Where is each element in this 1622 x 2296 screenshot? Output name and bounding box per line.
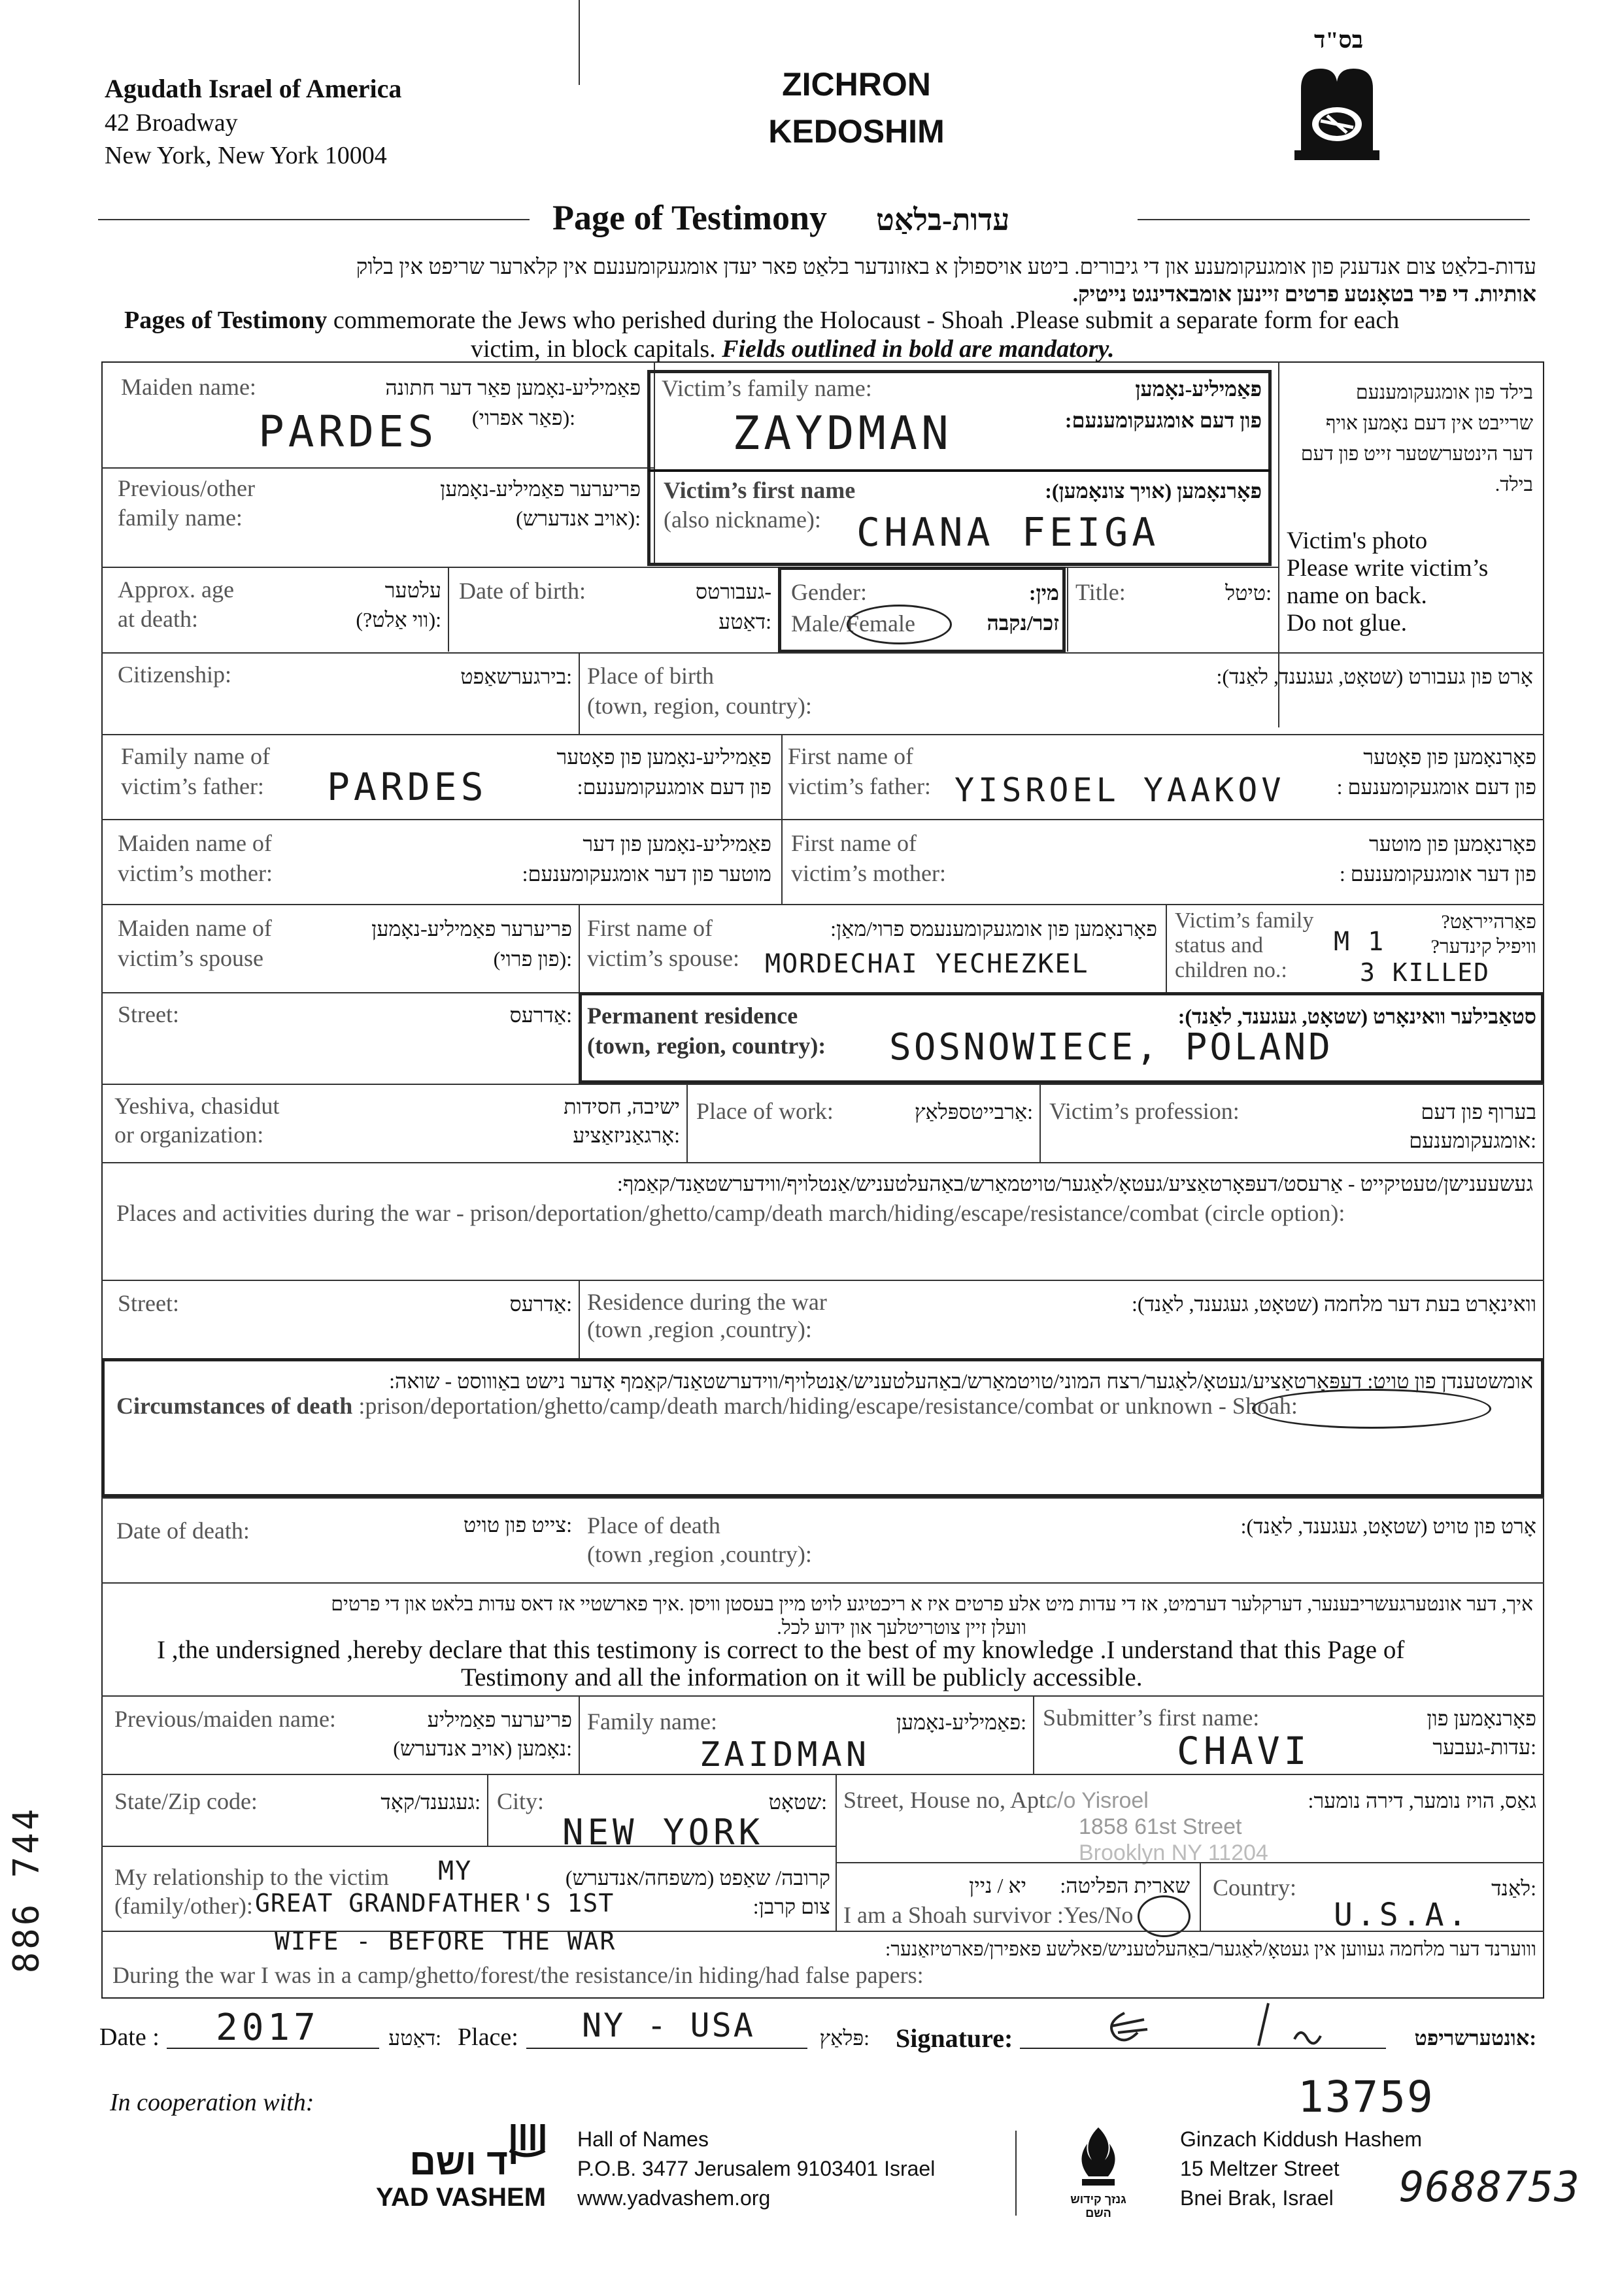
- family-status-label1: Victim’s family: [1175, 908, 1314, 933]
- mother-first-yiddish2: פון דער אומגעקומענעם :: [1339, 862, 1536, 886]
- workplace-yiddish: :אַרבייטספּלאַץ: [914, 1100, 1033, 1123]
- intro-rest: commemorate the Jews who perished during the Holocaust - Shoah .Please submit a separate form for each: [327, 307, 1400, 334]
- first-name-yiddish: פאָרנאָמען (אויך צונאָמען):: [1045, 479, 1262, 503]
- family-status-label3: children no.:: [1175, 958, 1287, 982]
- country-label: Country:: [1213, 1874, 1297, 1901]
- address-stamp-line1: c/o Yisroel: [1046, 1788, 1149, 1813]
- during-war-label: During the war I was in a camp/ghetto/forest/the resistance/in hiding/had false papers:: [112, 1962, 924, 1988]
- profession-yiddish1: בערוף פון דעם: [1421, 1100, 1536, 1123]
- father-first-label2: victim’s father:: [788, 773, 931, 799]
- dob-yiddish1: -געבורטס: [695, 580, 771, 603]
- mother-maiden-yiddish1: פאַמיליע-נאָמען פון דער: [583, 832, 771, 856]
- family-status-label2: status and: [1175, 933, 1264, 957]
- yeshiva-label1: Yeshiva, chasidut: [114, 1093, 280, 1119]
- unknown-circle-mark: [1252, 1389, 1491, 1429]
- gender-options[interactable]: Male/Female: [791, 610, 915, 637]
- war-residence-yiddish: וואינאָרט בעת דער מלחמה (שטאָט, געגענד, לאַנד):: [1132, 1292, 1536, 1316]
- signature-yiddish: :אונטערשריפט: [1414, 2026, 1536, 2050]
- maiden-name-value[interactable]: PARDES: [258, 407, 438, 457]
- hall-of-names-website: www.yadvashem.org: [577, 2186, 771, 2210]
- street-house-yiddish: גאַס, הויז נומער, דירה נומער:: [1308, 1789, 1536, 1812]
- title-yiddish: :טיטל: [1225, 581, 1272, 605]
- relationship-label1: My relationship to the victim: [114, 1864, 389, 1890]
- photo-eng1: Victim's photo: [1287, 527, 1428, 554]
- submitter-family-name-label: Family name:: [587, 1708, 717, 1735]
- place-value[interactable]: NY - USA: [582, 2006, 755, 2044]
- city-value[interactable]: NEW YORK: [562, 1812, 764, 1853]
- relationship-value3[interactable]: WIFE - BEFORE THE WAR: [275, 1927, 617, 1955]
- address-stamp-line3: Brooklyn NY 11204: [1079, 1840, 1268, 1865]
- family-status-yiddish1: פאַרהייראַט?: [1441, 911, 1536, 933]
- family-status-value1[interactable]: M 1: [1334, 927, 1385, 957]
- handwritten-number-bottom-right: 9688753: [1399, 2163, 1580, 2212]
- survivor-yiddish2: יא / ניין: [969, 1874, 1026, 1897]
- war-residence-label1: Residence during the war: [587, 1289, 827, 1315]
- submitter-family-name-value[interactable]: ZAIDMAN: [700, 1735, 871, 1774]
- father-family-label1: Family name of: [121, 743, 270, 769]
- father-family-yiddish2: פון דעם אומגעקומענעם:: [577, 775, 771, 799]
- hall-of-names-title: Hall of Names: [577, 2127, 709, 2151]
- gender-yiddish1: מין:: [1028, 581, 1059, 605]
- father-family-value[interactable]: PARDES: [327, 765, 488, 809]
- ginzach-street: 15 Meltzer Street: [1180, 2157, 1340, 2180]
- dob-yiddish2: :דאַטע: [718, 610, 771, 633]
- spouse-maiden-yiddish2: :(פון פרוי): [493, 947, 572, 971]
- previous-name-label1: Previous/other: [118, 475, 255, 501]
- street-yiddish: :אַדרעס: [509, 1003, 572, 1027]
- survivor-label[interactable]: I am a Shoah survivor :Yes/No: [843, 1902, 1134, 1928]
- citizenship-yiddish: :בירגערשאַפט: [460, 665, 572, 688]
- bsd-mark: בס"ד: [1314, 27, 1364, 53]
- country-yiddish: :לאַנד: [1491, 1876, 1536, 1900]
- circumstances-label-bold: Circumstances of death: [116, 1393, 353, 1419]
- org-address-line2: New York, New York 10004: [105, 142, 387, 169]
- intro-mandatory: Fields outlined in bold are mandatory.: [722, 335, 1115, 363]
- place-label: Place:: [458, 2023, 518, 2051]
- war-street-label: Street:: [118, 1290, 179, 1316]
- photo-yiddish4: בילד.: [1495, 474, 1533, 495]
- profession-yiddish2: :אומגעקומענעם: [1409, 1129, 1536, 1152]
- declaration-yiddish2: וועלן זיין צוטריטלעך און ידוע לכל.: [777, 1617, 1026, 1639]
- photo-yiddish3: דער הינטערשטער זייט פון דעם: [1300, 443, 1533, 465]
- father-first-label1: First name of: [788, 743, 913, 769]
- submitter-first-name-label: Submitter’s first name:: [1043, 1705, 1260, 1731]
- first-name-label1: Victim’s first name: [664, 477, 856, 503]
- ginzach-city: Bnei Brak, Israel: [1180, 2186, 1334, 2210]
- form-title-yiddish: עדות-בלאַט: [876, 203, 1010, 237]
- mother-first-label2: victim’s mother:: [791, 860, 946, 886]
- during-war-yiddish: וווערנד דער מלחמה געווען אין געטאָ/לאַגער/באַהעלטעניש/פאלשע פאפירן/פארטיזאַנער:: [885, 1938, 1536, 1960]
- family-status-value2[interactable]: 3 KILLED: [1360, 958, 1491, 987]
- war-street-yiddish: :אַדרעס: [509, 1292, 572, 1316]
- death-date-label: Date of death:: [116, 1518, 250, 1544]
- declaration-english2: Testimony and all the information on it will be publicly accessible.: [461, 1663, 1143, 1691]
- gender-label: Gender:: [791, 579, 867, 605]
- father-family-label2: victim’s father:: [121, 773, 264, 799]
- date-value[interactable]: 2017: [216, 2006, 320, 2049]
- photo-yiddish1: בילד פון אומגעקומענעם: [1355, 382, 1533, 403]
- yeshiva-yiddish1: ישיבה, חסידות: [564, 1095, 680, 1118]
- spouse-first-value[interactable]: MORDECHAI YECHEZKEL: [765, 949, 1089, 979]
- place-yiddish: :פּלאַץ: [819, 2026, 870, 2050]
- permanent-residence-label1: Permanent residence: [587, 1003, 798, 1029]
- relationship-value1[interactable]: MY: [438, 1856, 473, 1886]
- dob-label: Date of birth:: [459, 578, 586, 604]
- birthplace-label1: Place of birth: [587, 663, 714, 689]
- date-yiddish: :דאַטע: [388, 2026, 441, 2050]
- hall-of-names-address: P.O.B. 3477 Jerusalem 9103401 Israel: [577, 2157, 936, 2180]
- mother-first-yiddish1: פאָרנאָמען פון מוטער: [1369, 832, 1536, 856]
- yiddish-intro-line1: עדות-בלאַט צום אנדענק פון אומגעקומענע און די גיבורים. ביטע אויספולן א באזונדער בלאַט פאר יעדן אומגעקומענעם אין קלארער שריפט אין בלוק: [356, 256, 1536, 279]
- yad-vashem-hebrew: יד ושם: [409, 2141, 519, 2182]
- submitter-prev-name-yiddish1: פריערער פאַמיליע: [427, 1708, 572, 1731]
- org-address-line1: 42 Broadway: [105, 109, 238, 137]
- maiden-name-yiddish2: :(פאַר אפרוי): [471, 406, 575, 429]
- father-first-yiddish2: פון דעם אומגעקומענעם :: [1336, 775, 1536, 799]
- mother-maiden-label1: Maiden name of: [118, 830, 272, 856]
- circumstances-label: [116, 1392, 1298, 1420]
- relationship-value2[interactable]: GREAT GRANDFATHER'S 1ST: [255, 1889, 615, 1918]
- city-label: City:: [497, 1788, 545, 1814]
- intro-english-line1: [124, 306, 1399, 335]
- photo-eng4: Do not glue.: [1287, 610, 1407, 637]
- age-label1: Approx. age: [118, 576, 234, 603]
- previous-name-yiddish1: פריערער פאַמיליע-נאָמען: [440, 477, 641, 501]
- photo-eng3: name on back.: [1287, 582, 1427, 609]
- first-name-value[interactable]: CHANA FEIGA: [856, 510, 1160, 556]
- maiden-name-yiddish1: פאַמיליע-נאָמען פאַר דער חתונה: [385, 376, 641, 399]
- signature-label: Signature:: [896, 2023, 1013, 2053]
- father-first-value[interactable]: YISROEL YAAKOV: [955, 771, 1285, 809]
- workplace-label: Place of work:: [696, 1098, 834, 1124]
- country-value[interactable]: U.S.A.: [1334, 1897, 1471, 1933]
- survivor-yiddish1: שארית הפליטה:: [1060, 1874, 1190, 1897]
- age-yiddish2: :(ווי אַלט?): [356, 608, 441, 631]
- war-activities-yiddish: געשעענישן/טעטיקייט - אַרעסט/דעפּאָרטאַציע/געטאָ/לאַגער/טויטמאַרש/באַהעלטעניש/אַנטלויף/ווידערשטאַנד/קאַמף:: [617, 1172, 1533, 1195]
- intro-line2: victim, in block capitals.: [471, 335, 722, 363]
- previous-name-label2: family name:: [118, 505, 243, 531]
- intro-english-line2: [471, 335, 1114, 363]
- ginzach-logo-text: גנזך קידוש השם: [1070, 2193, 1126, 2220]
- permanent-residence-value[interactable]: SOSNOWIECE, POLAND: [889, 1026, 1333, 1069]
- ginzach-flame-logo-icon: [1069, 2124, 1128, 2189]
- first-name-label2: (also nickname):: [664, 507, 821, 533]
- birthplace-label2: (town, region, country):: [587, 693, 812, 719]
- circumstances-yiddish: אומשטענדן פון טויט: דעפּאָרטאַציע/געטאָ/לאַגער/רצח המוני/טויטמאַרש/באַהעלטעניש/אַנטלויף/ווידערשטאַנד/קאַמף אָדער נישט באַוווסט - שואה:: [389, 1369, 1533, 1393]
- profession-label: Victim’s profession:: [1049, 1098, 1240, 1124]
- yeshiva-label2: or organization:: [114, 1122, 264, 1148]
- maiden-name-label: Maiden name:: [121, 374, 256, 400]
- spouse-maiden-yiddish1: פריערער פאַמיליע-נאָמען: [371, 917, 572, 940]
- form-title: Page of Testimony: [552, 198, 828, 237]
- family-name-label: Victim’s family name:: [662, 375, 872, 401]
- submitter-prev-name-label: Previous/maiden name:: [114, 1706, 336, 1732]
- title-label: Title:: [1075, 579, 1126, 605]
- age-label2: at death:: [118, 606, 198, 632]
- relationship-yiddish2: צום קרבן:: [752, 1895, 830, 1918]
- birthplace-yiddish: אָרט פון געבורט (שטאָט, געגענד, לאַנד):: [1216, 665, 1533, 688]
- father-first-yiddish1: פאָרנאָמען פון פאָטער: [1363, 745, 1536, 769]
- city-yiddish: :שטאָט: [768, 1790, 827, 1814]
- intro-bold: Pages of Testimony: [124, 307, 328, 334]
- permanent-residence-label2: (town, region, country):: [587, 1033, 826, 1059]
- photo-yiddish2: שרייבט אין דעם נאָמען אויף: [1325, 412, 1533, 434]
- family-name-yiddish2: פון דעם אומגעקומענעם:: [1064, 408, 1262, 432]
- declaration-english1: I ,the undersigned ,hereby declare that this testimony is correct to the best of my knowledge .I understand that this Page of: [157, 1636, 1405, 1664]
- family-status-yiddish2: וויפיל קינדער?: [1430, 936, 1536, 957]
- spouse-first-yiddish: פאָרנאָמען פון אומגעקומענעמס פרוי/מאַן:: [830, 917, 1157, 940]
- handwritten-number-top-right: 13759: [1298, 2072, 1434, 2122]
- family-name-value[interactable]: ZAYDMAN: [732, 407, 953, 460]
- relationship-label2: (family/other):: [114, 1893, 253, 1919]
- death-date-yiddish: :צייט פון טויט: [463, 1513, 572, 1537]
- submitter-first-name-yiddish1: פאָרנאָמען פון: [1427, 1706, 1536, 1730]
- yad-vashem-english: YAD VASHEM: [375, 2183, 547, 2212]
- age-yiddish1: עלטער: [384, 578, 441, 602]
- previous-name-yiddish2: :(אויב אנדערש): [516, 507, 641, 530]
- tablets-logo-icon: [1294, 62, 1379, 160]
- declaration-yiddish1: איך, דער אונטערגעשריבענער, דערקלער דערמיט, אז די עדות מיט אלע פרטים איז א ריכטיגע לויט מיין בעסטן וויסן .איך פארשטיי אז דאס עדות בלאט און די פרטים: [331, 1593, 1533, 1615]
- submitter-first-name-value[interactable]: CHAVI: [1177, 1729, 1311, 1773]
- yiddish-intro-line2: אותיות. די פיר בטאָנטע פרטים זיינען אומבאדינגט נייטיק.: [1072, 283, 1536, 307]
- center-title-line1: ZICHRON: [782, 66, 931, 103]
- relationship-yiddish1: קרובה/ שאַפט (משפחה/אנדערש): [565, 1866, 830, 1889]
- handwritten-number-left-margin: 886 744: [5, 1806, 47, 1974]
- spouse-first-label1: First name of: [587, 915, 713, 941]
- spouse-first-label2: victim’s spouse:: [587, 945, 739, 971]
- family-name-yiddish1: פאַמיליע-נאָמען: [1135, 377, 1262, 401]
- female-circle-mark: [847, 605, 952, 644]
- spouse-maiden-label1: Maiden name of: [118, 915, 272, 941]
- gender-yiddish2: זכר/נקבה: [987, 611, 1059, 635]
- mother-first-label1: First name of: [791, 830, 917, 856]
- cooperation-text: In cooperation with:: [110, 2089, 314, 2116]
- center-title-line2: KEDOSHIM: [768, 113, 945, 150]
- street-house-label: Street, House no, Apt.: [843, 1787, 1051, 1813]
- father-family-yiddish1: פאַמיליע-נאָמען פון פאָטער: [556, 745, 771, 769]
- photo-eng2: Please write victim’s: [1287, 555, 1489, 582]
- death-place-label2: (town ,region ,country):: [587, 1541, 812, 1567]
- war-residence-label2: (town ,region ,country):: [587, 1316, 812, 1342]
- date-label: Date :: [99, 2023, 160, 2051]
- citizenship-label: Citizenship:: [118, 661, 231, 688]
- ginzach-title: Ginzach Kiddush Hashem: [1180, 2127, 1422, 2151]
- spouse-maiden-label2: victim’s spouse: [118, 945, 263, 971]
- war-activities-label: Places and activities during the war - prison/deportation/ghetto/camp/death march/hiding/escape/resistance/combat (circle option):: [116, 1200, 1345, 1226]
- submitter-family-name-yiddish: :פאַמיליע-נאָמען: [896, 1710, 1026, 1734]
- death-place-yiddish: אָרט פון טויט (שטאָט, געגענד, לאַנד):: [1240, 1514, 1536, 1538]
- submitter-prev-name-yiddish2: :נאָמען (אויב אנדערש): [393, 1737, 572, 1760]
- zip-yiddish: :געגענד/קאָד: [380, 1790, 481, 1814]
- street-label: Street:: [118, 1001, 179, 1027]
- circumstances-label-rest: :prison/deportation/ghetto/camp/death march/hiding/escape/resistance/combat or unknown - Shoah:: [352, 1393, 1298, 1419]
- address-stamp-line2: 1858 61st Street: [1079, 1814, 1242, 1839]
- death-place-label1: Place of death: [587, 1512, 720, 1539]
- mother-maiden-label2: victim’s mother:: [118, 860, 273, 886]
- org-name: Agudath Israel of America: [105, 74, 402, 103]
- signature-scribble[interactable]: [1098, 2000, 1399, 2052]
- yeshiva-yiddish2: :אָרגאַניזאַציע: [573, 1123, 680, 1147]
- mother-maiden-yiddish2: מוטער פון דער אומגעקומענעם:: [522, 862, 771, 886]
- submitter-first-name-yiddish2: :עדות-געבער: [1432, 1735, 1536, 1759]
- permanent-residence-yiddish: סטאַבילער וואינאָרט (שטאָט, געגענד, לאַנד):: [1177, 1005, 1536, 1028]
- zip-label: State/Zip code:: [114, 1788, 258, 1814]
